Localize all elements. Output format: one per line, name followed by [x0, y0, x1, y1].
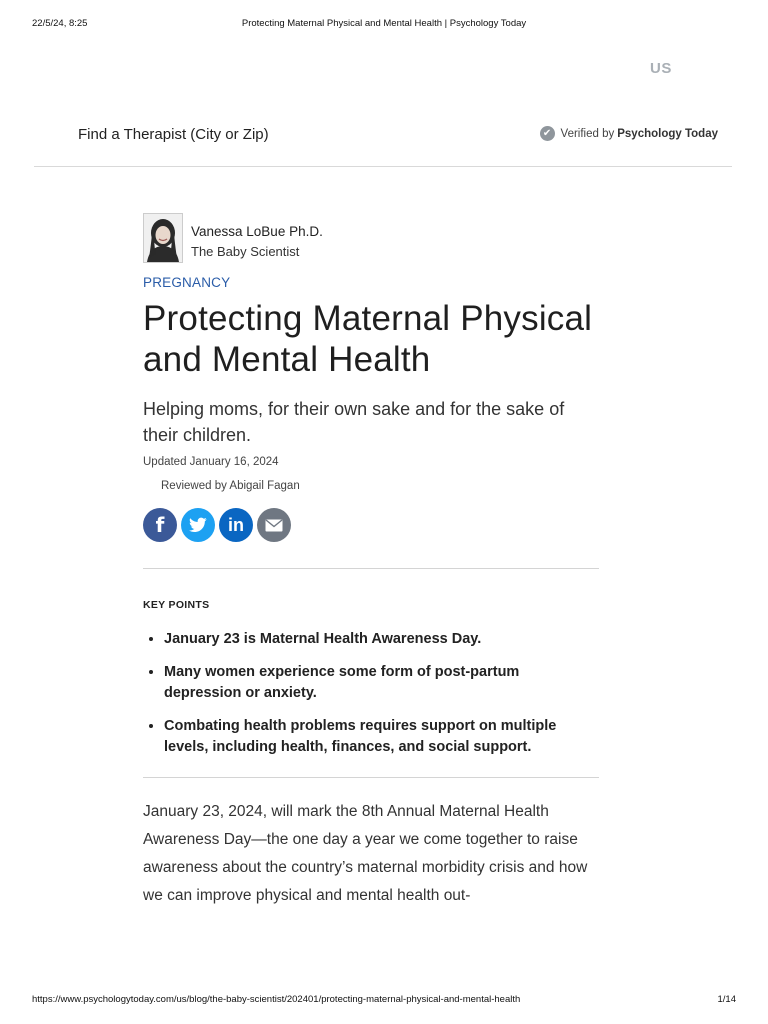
- facebook-icon: f: [155, 513, 165, 537]
- linkedin-icon: in: [228, 514, 244, 535]
- reviewed-by: Reviewed by Abigail Fagan: [161, 480, 300, 492]
- twitter-share-button[interactable]: [181, 508, 215, 542]
- region-selector[interactable]: US: [650, 60, 672, 77]
- linkedin-share-button[interactable]: [219, 508, 253, 542]
- author-blog-name[interactable]: The Baby Scientist: [191, 244, 300, 259]
- author-avatar[interactable]: [143, 213, 183, 263]
- facebook-share-button[interactable]: [143, 508, 177, 542]
- key-points-list: [143, 629, 599, 758]
- category-link[interactable]: PREGNANCY: [143, 275, 231, 290]
- article-body-paragraph: January 23, 2024, will mark the 8th Annual Maternal Health Awareness Day—the one day a year we come together to raise awareness about the country’s maternal morbidity crisis and how we can improve physical and mental health out-: [143, 803, 588, 904]
- print-datetime: 22/5/24, 8:25: [32, 18, 88, 29]
- verified-prefix: Verified by: [560, 127, 615, 140]
- updated-date: Updated January 16, 2024: [143, 456, 279, 468]
- divider: [143, 568, 599, 569]
- article: [143, 213, 599, 910]
- share-buttons: [143, 508, 599, 542]
- email-share-button[interactable]: [257, 508, 291, 542]
- verified-badge[interactable]: [540, 126, 718, 141]
- print-header: [0, 18, 768, 32]
- email-icon: [265, 519, 283, 532]
- print-url: https://www.psychologytoday.com/us/blog/the-baby-scientist/202401/protecting-maternal-physical-and-mental-health: [32, 994, 521, 1005]
- check-circle-icon: ✔: [540, 126, 555, 141]
- twitter-icon: [189, 517, 207, 533]
- key-point-item: • Many women experience some form of post-partum depression or anxiety.: [164, 662, 599, 704]
- top-bar: [34, 116, 732, 167]
- article-title: Protecting Maternal Physical and Mental Health: [143, 299, 593, 379]
- print-page-number: 1/14: [717, 994, 736, 1005]
- key-points-heading: KEY POINTS: [143, 599, 210, 611]
- author-name[interactable]: Vanessa LoBue Ph.D.: [191, 224, 323, 239]
- key-point-item: • January 23 is Maternal Health Awareness Day.: [164, 629, 599, 650]
- print-page-title: Protecting Maternal Physical and Mental Health | Psychology Today: [241, 18, 527, 29]
- find-therapist-link[interactable]: Find a Therapist (City or Zip): [78, 126, 269, 143]
- verified-brand: Psychology Today: [617, 127, 718, 140]
- divider: [143, 777, 599, 778]
- key-point-item: • Combating health problems requires support on multiple levels, including health, finances, and social support.: [164, 716, 599, 758]
- article-subtitle: Helping moms, for their own sake and for the sake of their children.: [143, 399, 565, 445]
- author-block: [143, 213, 599, 263]
